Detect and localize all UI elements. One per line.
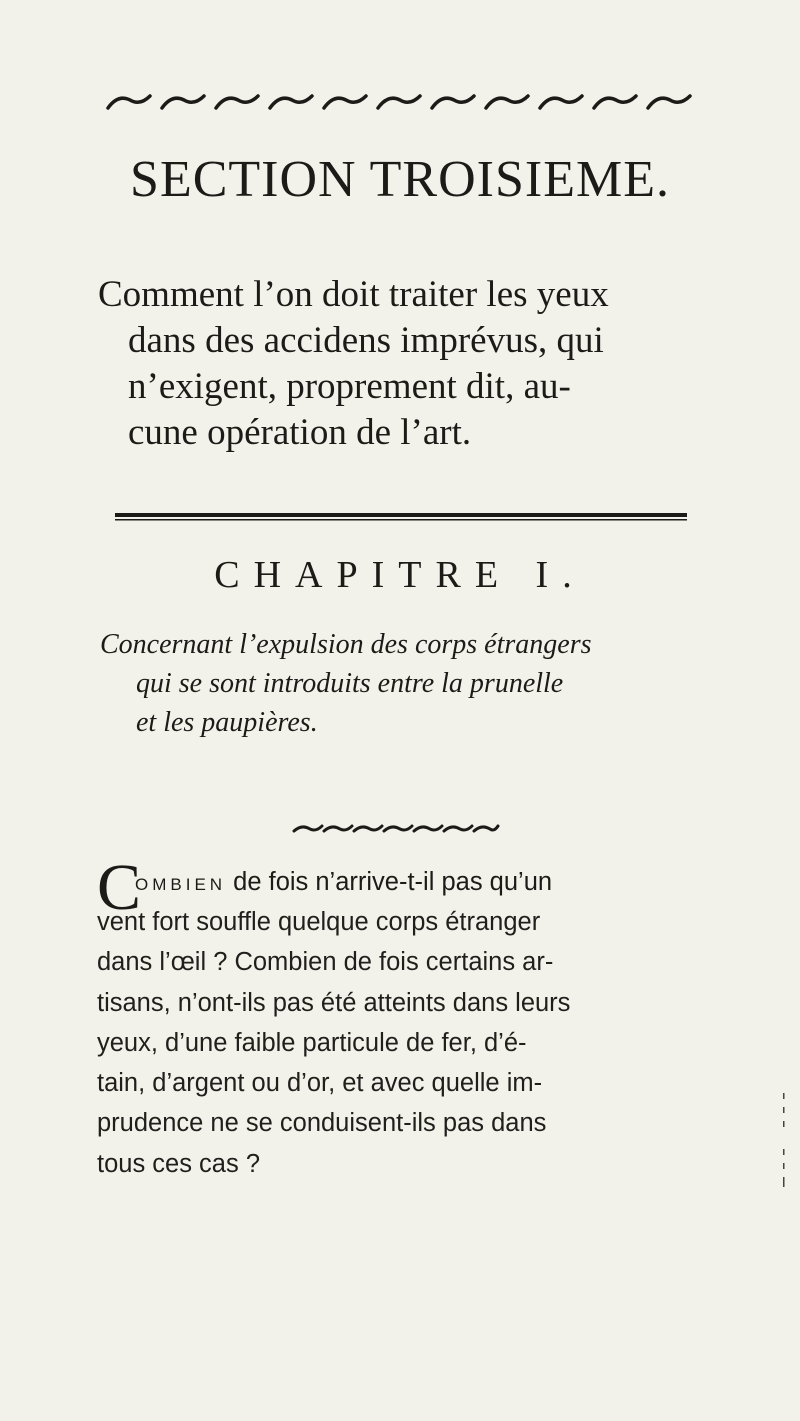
body-line: vent fort souffle quelque corps étranger (97, 908, 541, 936)
chapter-subtitle-line: qui se sont introduits entre la prunelle (136, 668, 564, 699)
body-line: tain, d’argent ou d’or, et avec quelle im- (97, 1069, 543, 1098)
body-line: prudence ne se conduisent-ils pas dans (97, 1109, 547, 1138)
body-line: yeux, d’une faible particule de fer, d’é- (97, 1028, 527, 1057)
body-line: tous ces cas ? (97, 1149, 260, 1178)
body-paragraph (97, 902, 570, 1184)
drop-cap: C (97, 851, 142, 924)
chapter-subtitle-line: Concernant l’expulsion des corps étrangers (100, 629, 592, 660)
wave-ornament-icon (104, 88, 696, 116)
first-word-smallcaps: OMBIEN (135, 875, 227, 894)
body-line: tisans, n’ont-ils pas été atteints dans leurs (97, 988, 571, 1017)
double-rule-icon (115, 513, 687, 523)
margin-tick-icon (781, 1093, 787, 1193)
section-subtitle-line: dans des accidens imprévus, qui (128, 320, 604, 361)
section-subtitle-line: n’exigent, proprement dit, au- (128, 366, 571, 407)
body-first-line (135, 862, 552, 905)
small-wave-ornament-icon (292, 821, 500, 835)
body-line: dans l’œil ? Combien de fois certains ar- (97, 948, 554, 977)
section-subtitle-line: cune opération de l’art. (128, 412, 472, 453)
section-title: SECTION TROISIEME. (130, 151, 670, 208)
section-subtitle-line: Comment l’on doit traiter les yeux (98, 274, 609, 315)
chapter-subtitle-line: et les paupières. (136, 707, 318, 738)
section-subtitle (98, 272, 718, 456)
chapter-subtitle (100, 625, 720, 742)
chapter-heading: CHAPITRE I. (214, 554, 586, 596)
first-line-text: de fois n’arrive-t-il pas qu’un (233, 868, 553, 896)
